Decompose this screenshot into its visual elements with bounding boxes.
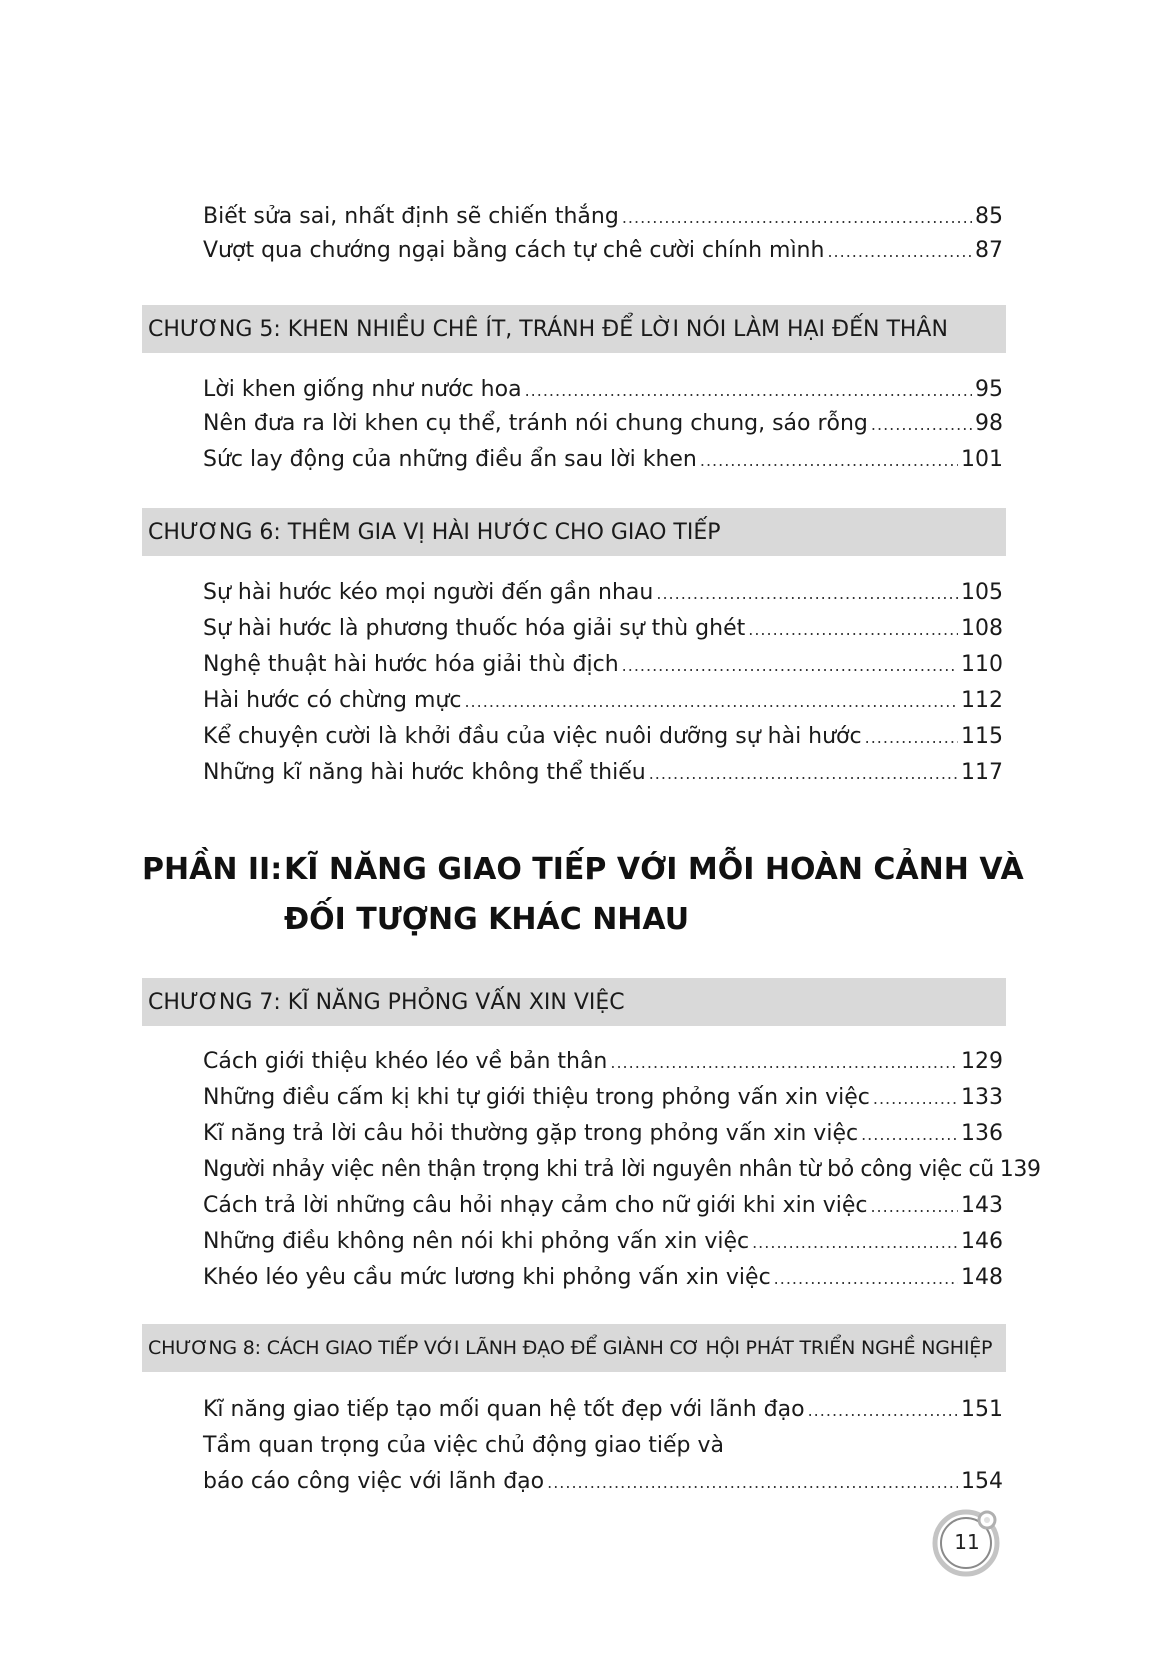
chapter-7-heading[interactable]: CHƯƠNG 7: KĨ NĂNG PHỎNG VẤN XIN VIỆC: [142, 978, 1006, 1026]
toc-entry[interactable]: [203, 443, 1003, 477]
dot-leader: [525, 374, 972, 408]
entry-title: Lời khen giống như nước hoa: [203, 377, 522, 402]
dot-leader: [865, 721, 958, 755]
entry-title: Cách trả lời những câu hỏi nhạy cảm cho nữ giới khi xin việc: [203, 1193, 868, 1218]
dot-leader: [774, 1262, 958, 1296]
entry-title: Những điều không nên nói khi phỏng vấn xin việc: [203, 1229, 750, 1254]
dot-leader: [871, 408, 972, 442]
part-2-title-line-1: KĨ NĂNG GIAO TIẾP VỚI MỖI HOÀN CẢNH VÀ: [284, 852, 1024, 887]
toc-entry[interactable]: [203, 684, 1003, 718]
entry-title: Cách giới thiệu khéo léo về bản thân: [203, 1049, 608, 1074]
toc-entry[interactable]: [203, 407, 1003, 441]
entry-title: Vượt qua chướng ngại bằng cách tự chê cười chính mình: [203, 238, 825, 263]
toc-entry[interactable]: [203, 612, 1003, 646]
entry-page-number: 112: [961, 688, 1003, 713]
page-number: 11: [954, 1530, 980, 1554]
dot-leader: [700, 444, 958, 478]
dot-leader: [870, 1190, 958, 1224]
toc-entry[interactable]: [203, 234, 1003, 268]
dot-leader: [547, 1466, 958, 1500]
entry-page-number: 85: [975, 204, 1003, 229]
entry-page-number: 115: [961, 724, 1003, 749]
entry-page-number: 151: [961, 1397, 1003, 1422]
toc-entry[interactable]: [203, 1225, 1003, 1259]
entry-page-number: 129: [961, 1049, 1003, 1074]
entry-title: Người nhảy việc nên thận trọng khi trả lời nguyên nhân từ bỏ công việc cũ: [203, 1157, 994, 1182]
dot-leader: [464, 685, 958, 719]
toc-entry[interactable]: [203, 756, 1003, 790]
entry-page-number: 108: [961, 616, 1003, 641]
entry-title: Kể chuyện cười là khởi đầu của việc nuôi dưỡng sự hài hước: [203, 724, 862, 749]
toc-entry[interactable]: [203, 576, 1003, 610]
entry-title: Biết sửa sai, nhất định sẽ chiến thắng: [203, 204, 619, 229]
toc-entry[interactable]: [203, 1117, 1003, 1151]
entry-title: Khéo léo yêu cầu mức lương khi phỏng vấn xin việc: [203, 1265, 771, 1290]
entry-title: Những kĩ năng hài hước không thể thiếu: [203, 760, 646, 785]
entry-title: Kĩ năng trả lời câu hỏi thường gặp trong phỏng vấn xin việc: [203, 1121, 859, 1146]
entry-page-number: 136: [961, 1121, 1003, 1146]
toc-entry[interactable]: [203, 1393, 1003, 1427]
entry-page-number: 105: [961, 580, 1003, 605]
chapter-5-heading[interactable]: CHƯƠNG 5: KHEN NHIỀU CHÊ ÍT, TRÁNH ĐỂ LỜI NÓI LÀM HẠI ĐẾN THÂN: [142, 305, 1006, 353]
toc-entry[interactable]: [203, 200, 1003, 234]
toc-entry[interactable]: [203, 1045, 1003, 1079]
dot-leader: [610, 1046, 958, 1080]
entry-title: Sức lay động của những điều ẩn sau lời khen: [203, 447, 697, 472]
dot-leader: [622, 201, 972, 235]
entry-title: Hài hước có chừng mực: [203, 688, 462, 713]
dot-leader: [649, 757, 958, 791]
entry-title: Nên đưa ra lời khen cụ thể, tránh nói chung chung, sáo rỗng: [203, 411, 868, 436]
entry-page-number: 110: [961, 652, 1003, 677]
entry-page-number: 143: [961, 1193, 1003, 1218]
dot-leader: [748, 613, 958, 647]
entry-title: Tầm quan trọng của việc chủ động giao tiếp và: [203, 1433, 725, 1458]
dot-leader: [827, 235, 972, 269]
toc-entry-continued[interactable]: [203, 1429, 1003, 1463]
part-2-title-line-2: ĐỐI TƯỢNG KHÁC NHAU: [284, 902, 690, 937]
entry-page-number: 154: [961, 1469, 1003, 1494]
toc-entry[interactable]: [203, 373, 1003, 407]
dot-leader: [656, 577, 958, 611]
entry-page-number: 87: [975, 238, 1003, 263]
dot-leader: [873, 1082, 958, 1116]
entry-title: Những điều cấm kị khi tự giới thiệu trong phỏng vấn xin việc: [203, 1085, 870, 1110]
chapter-6-heading[interactable]: CHƯƠNG 6: THÊM GIA VỊ HÀI HƯỚC CHO GIAO TIẾP: [142, 508, 1006, 556]
part-2-label: PHẦN II:: [142, 852, 283, 887]
entry-title: Nghệ thuật hài hước hóa giải thù địch: [203, 652, 619, 677]
chapter-8-heading[interactable]: CHƯƠNG 8: CÁCH GIAO TIẾP VỚI LÃNH ĐẠO ĐỂ GIÀNH CƠ HỘI PHÁT TRIỂN NGHỀ NGHIỆP: [142, 1324, 1006, 1372]
dot-leader: [861, 1118, 958, 1152]
entry-page-number: 148: [961, 1265, 1003, 1290]
toc-entry[interactable]: [203, 1261, 1003, 1295]
toc-entry[interactable]: [203, 1081, 1003, 1115]
entry-title: Kĩ năng giao tiếp tạo mối quan hệ tốt đẹp với lãnh đạo: [203, 1397, 805, 1422]
toc-entry[interactable]: [203, 1153, 1041, 1187]
toc-entry[interactable]: [203, 720, 1003, 754]
page-number-badge: [931, 1506, 1003, 1578]
entry-page-number: 98: [975, 411, 1003, 436]
entry-title: Sự hài hước là phương thuốc hóa giải sự thù ghét: [203, 616, 746, 641]
dot-leader: [752, 1226, 958, 1260]
entry-title: Sự hài hước kéo mọi người đến gần nhau: [203, 580, 654, 605]
entry-page-number: 139: [999, 1157, 1041, 1182]
toc-entry[interactable]: [203, 1465, 1003, 1499]
entry-page-number: 133: [961, 1085, 1003, 1110]
dot-leader: [622, 649, 958, 683]
entry-page-number: 95: [975, 377, 1003, 402]
entry-title: báo cáo công việc với lãnh đạo: [203, 1469, 545, 1494]
dot-leader: [808, 1394, 958, 1428]
toc-entry[interactable]: [203, 1189, 1003, 1223]
entry-page-number: 117: [961, 760, 1003, 785]
toc-entry[interactable]: [203, 648, 1003, 682]
entry-page-number: 146: [961, 1229, 1003, 1254]
entry-page-number: 101: [961, 447, 1003, 472]
